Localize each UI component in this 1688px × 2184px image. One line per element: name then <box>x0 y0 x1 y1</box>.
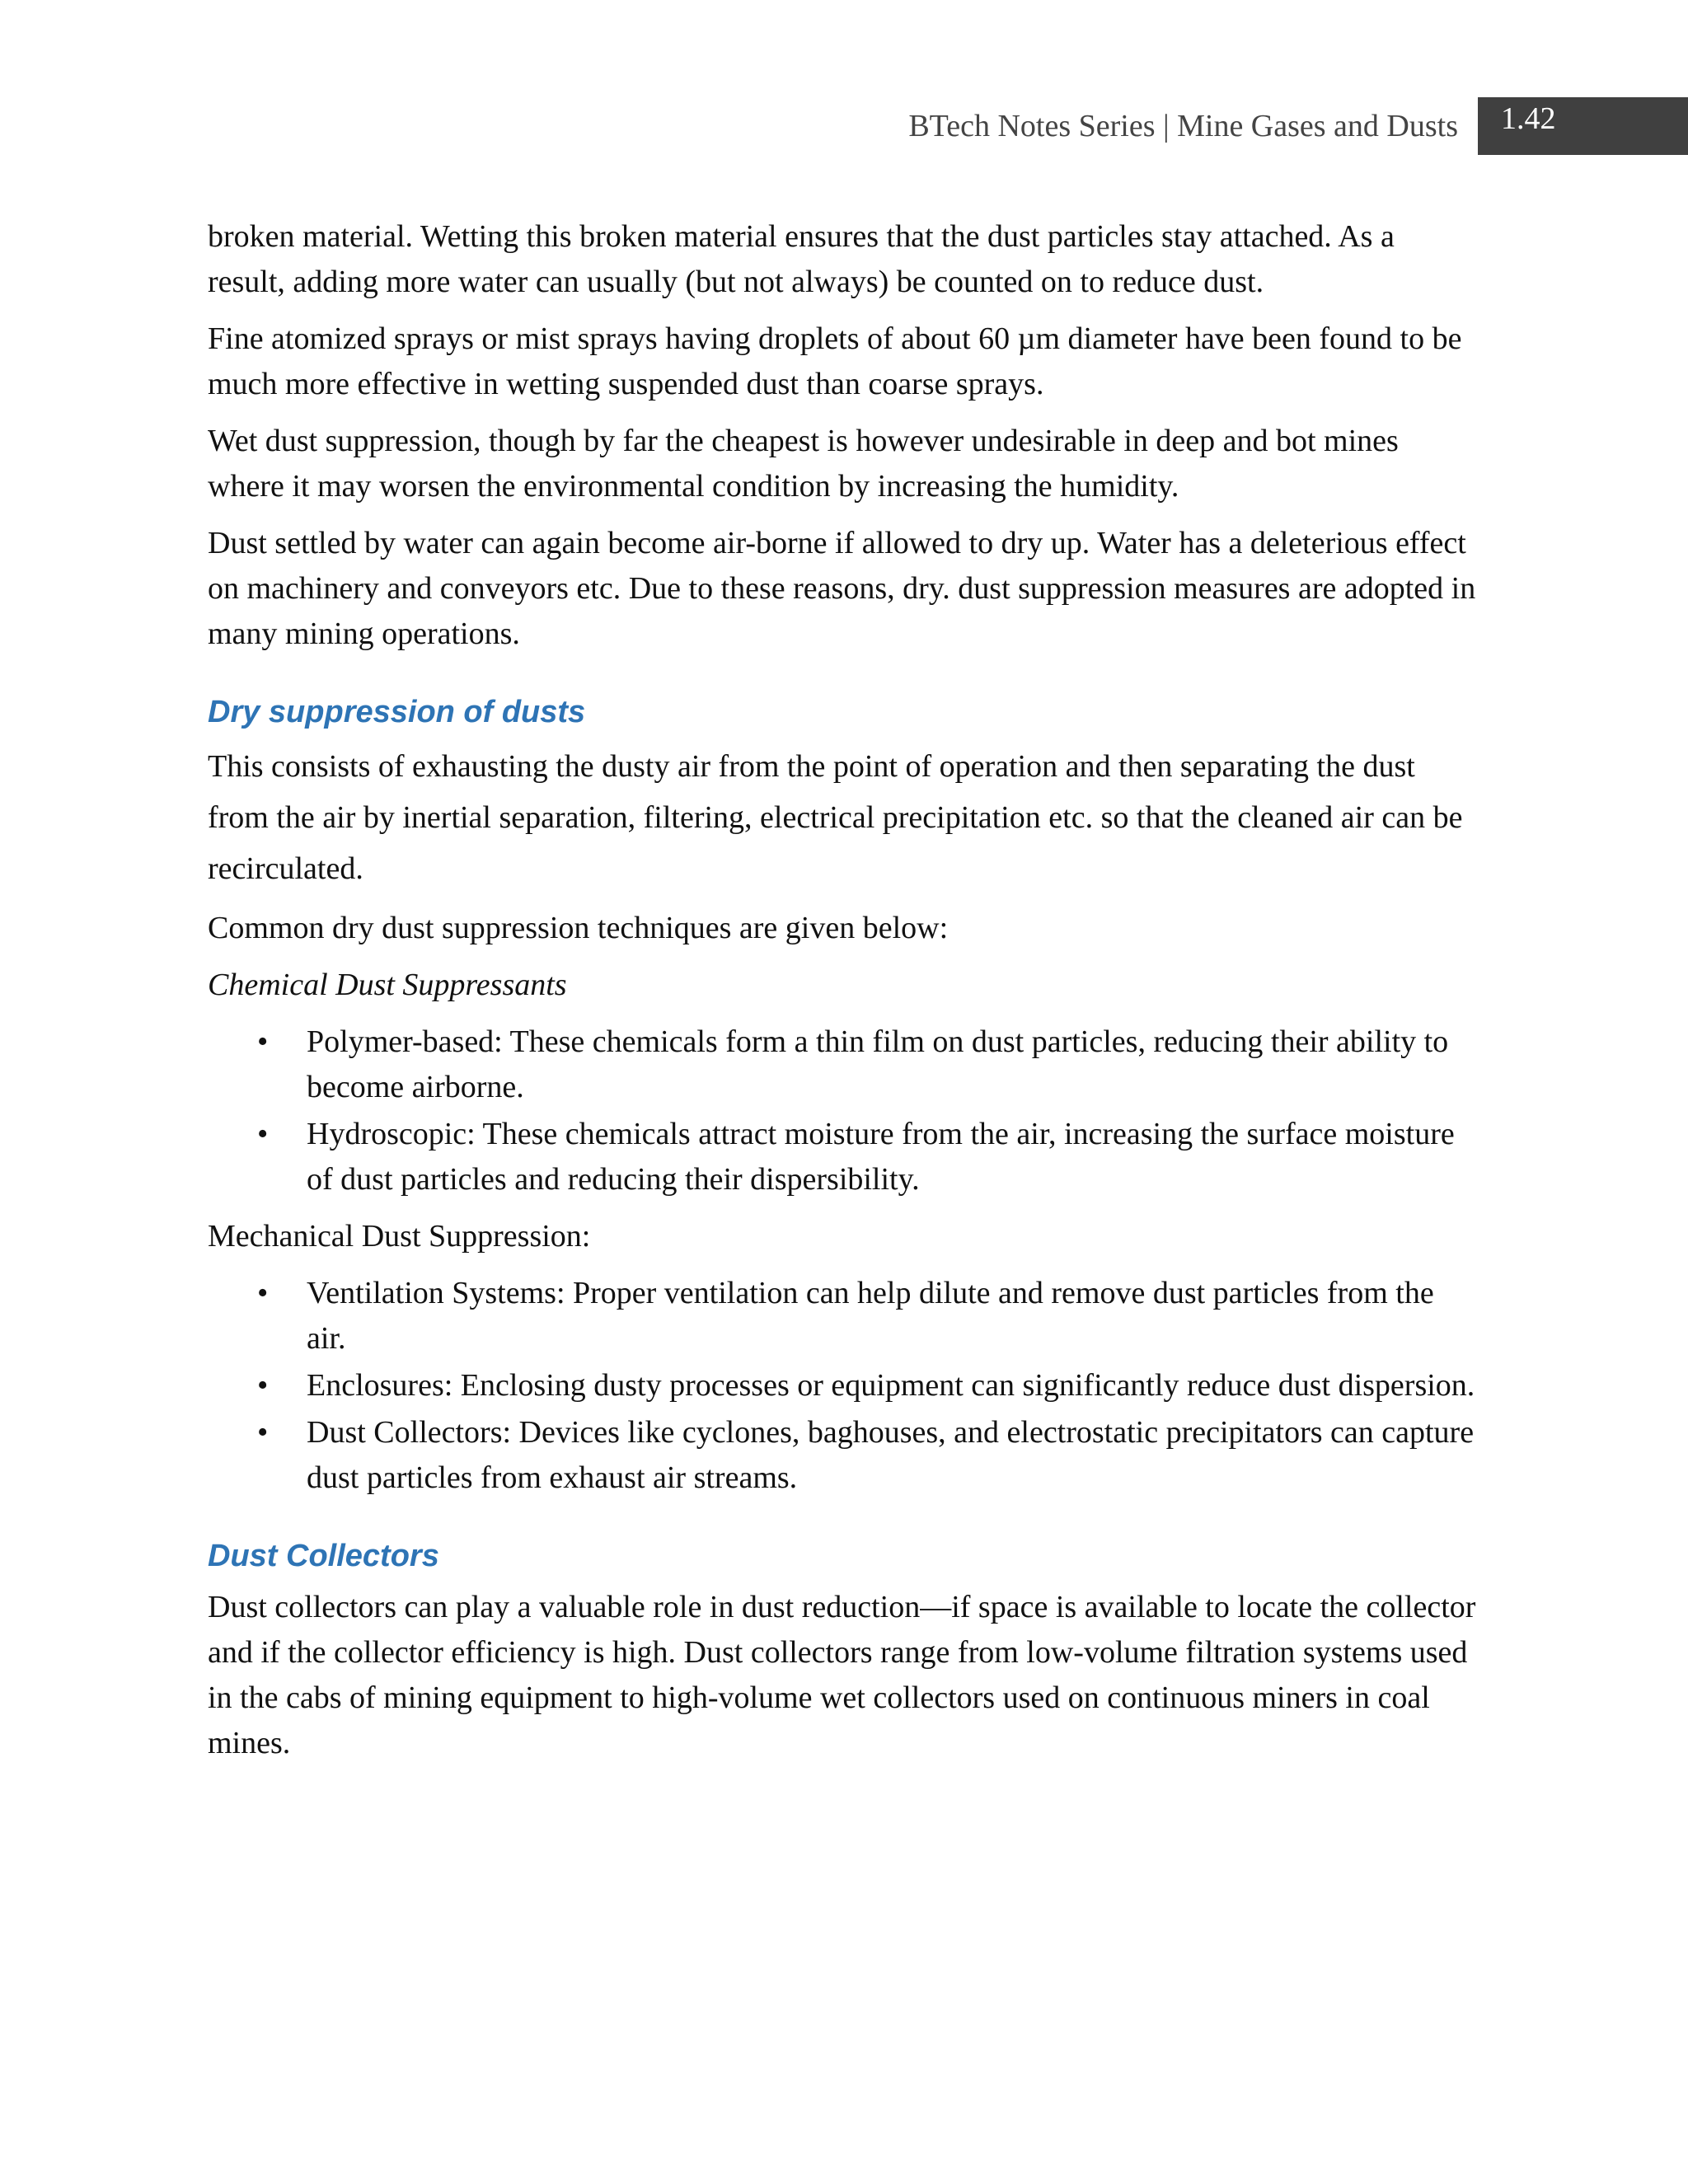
paragraph: Dust collectors can play a valuable role in dust reduction—if space is available to locate the collector and if the collector efficiency is high. Dust collectors range from low-volume filtration systems used in the cabs of mining equipment to high-volume wet collectors used on continuous miners in coal mines. <box>208 1590 1476 1760</box>
list-item-text: Hydroscopic: These chemicals attract moisture from the air, increasing the surface moisture of dust particles and reducing their dispersibility. <box>307 1117 1455 1197</box>
bullet-icon: • <box>257 1024 269 1059</box>
header-title: BTech Notes Series | Mine Gases and Dusts <box>908 109 1458 143</box>
bullet-icon: • <box>257 1415 269 1450</box>
list-item <box>208 1019 1477 1110</box>
bullet-icon: • <box>257 1276 269 1310</box>
paragraph: Common dry dust suppression techniques are given below: <box>208 911 949 945</box>
list-item-text: Polymer-based: These chemicals form a thin film on dust particles, reducing their ability to become airborne. <box>307 1024 1449 1104</box>
chemical-suppressants-list <box>208 1019 1477 1202</box>
list-item-text: Enclosures: Enclosing dusty processes or equipment can significantly reduce dust dispersion. <box>307 1368 1475 1403</box>
section-heading-dry-suppression: Dry suppression of dusts <box>208 695 586 729</box>
paragraph: This consists of exhausting the dusty air from the point of operation and then separating the dust from the air by inertial separation, filtering, electrical precipitation etc. so that the cleaned air can be recirculated. <box>208 749 1463 886</box>
list-item <box>208 1410 1477 1501</box>
paragraph: Wet dust suppression, though by far the cheapest is however undesirable in deep and bot mines where it may worsen the environmental condition by increasing the humidity. <box>208 424 1399 504</box>
subsection-title-mechanical: Mechanical Dust Suppression: <box>208 1219 591 1254</box>
list-item <box>208 1112 1477 1202</box>
list-item-text: Ventilation Systems: Proper ventilation can help dilute and remove dust particles from the air. <box>307 1276 1434 1356</box>
bullet-icon: • <box>257 1368 269 1403</box>
list-item <box>208 1363 1477 1408</box>
list-item-text: Dust Collectors: Devices like cyclones, baghouses, and electrostatic precipitators can capture dust particles from exhaust air streams. <box>307 1415 1475 1495</box>
mechanical-suppression-list <box>208 1271 1477 1501</box>
paragraph: broken material. Wetting this broken material ensures that the dust particles stay attached. As a result, adding more water can usually (but not always) be counted on to reduce dust. <box>208 219 1395 299</box>
page-content <box>208 214 1477 1778</box>
section-heading-dust-collectors: Dust Collectors <box>208 1539 439 1573</box>
paragraph: Dust settled by water can again become air-borne if allowed to dry up. Water has a deleterious effect on machinery and conveyors etc. Due to these reasons, dry. dust suppression measures are adopted in many mining operations. <box>208 526 1476 651</box>
page-number: 1.42 <box>1478 97 1688 155</box>
page-header <box>908 97 1688 155</box>
subsection-title-chemical: Chemical Dust Suppressants <box>208 968 567 1002</box>
list-item <box>208 1271 1477 1361</box>
bullet-icon: • <box>257 1117 269 1151</box>
paragraph: Fine atomized sprays or mist sprays having droplets of about 60 µm diameter have been found to be much more effective in wetting suspended dust than coarse sprays. <box>208 321 1462 401</box>
